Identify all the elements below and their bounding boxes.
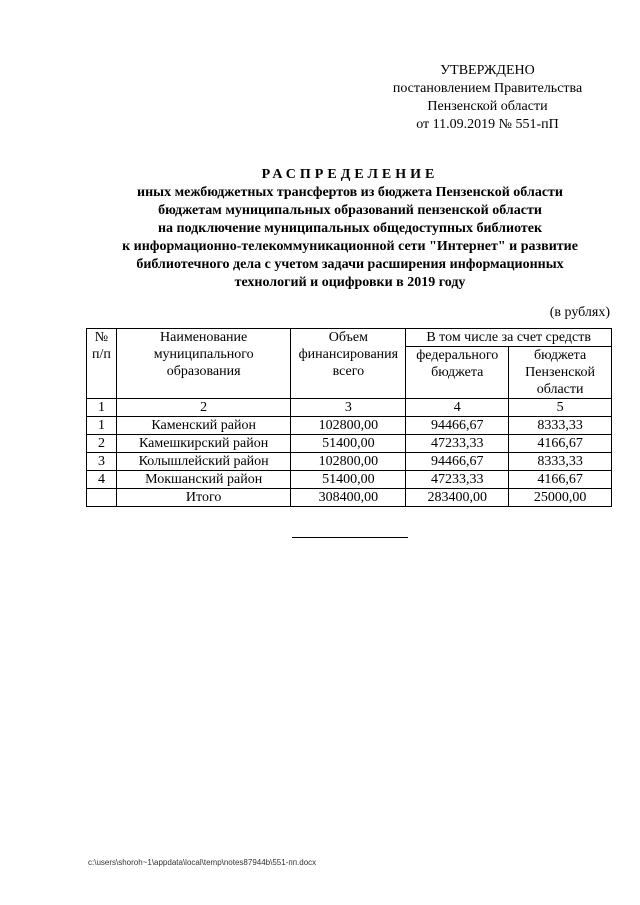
separator-line [292,537,408,538]
heading-line: бюджетам муниципальных образований пензенской области [158,203,542,218]
column-number: 4 [406,399,509,417]
header-name: Наименование муниципального образования [116,329,290,399]
heading-line: библиотечного дела с учетом задачи расширения информационных [136,257,564,272]
row-name: Каменский район [116,417,290,435]
document-title: РАСПРЕДЕЛЕНИЕ [261,167,439,182]
heading-line: к информационно-телекоммуникационной сети "Интернет" и развитие [122,239,578,254]
table-row [87,453,612,471]
row-name: Колышлейский район [116,453,290,471]
file-path-footer: c:\users\shoroh~1\appdata\local\temp\notes87944b\551-пп.docx [88,858,317,867]
header-federal: федерального бюджета [406,347,509,399]
distribution-table [86,328,612,507]
row-num: 2 [87,435,117,453]
table-row [87,417,612,435]
approval-line: Пензенской области [427,99,548,114]
row-regional: 4166,67 [509,435,612,453]
header-total: Объем финансирования всего [291,329,406,399]
row-num: 4 [87,471,117,489]
header-num: № п/п [87,329,117,399]
approval-line: постановлением Правительства [392,81,583,96]
row-num: 3 [87,453,117,471]
row-total: 51400,00 [291,435,406,453]
total-num [87,489,117,507]
units-note: (в рублях) [549,305,610,320]
approval-date: от 11.09.2019 № 551-пП [416,117,559,132]
total-federal: 283400,00 [406,489,509,507]
row-federal: 94466,67 [406,453,509,471]
row-num: 1 [87,417,117,435]
row-regional: 4166,67 [509,471,612,489]
total-sum: 308400,00 [291,489,406,507]
heading-line: технологий и оцифровки в 2019 году [234,275,466,290]
row-name: Камешкирский район [116,435,290,453]
column-number: 5 [509,399,612,417]
row-federal: 47233,33 [406,435,509,453]
document-heading [80,166,620,292]
table-header-row [87,329,612,347]
column-number: 1 [87,399,117,417]
row-total: 51400,00 [291,471,406,489]
column-number: 2 [116,399,290,417]
row-name: Мокшанский район [116,471,290,489]
table-row [87,471,612,489]
heading-line: иных межбюджетных трансфертов из бюджета Пензенской области [137,185,563,200]
row-total: 102800,00 [291,417,406,435]
header-including: В том числе за счет средств [406,329,612,347]
total-row [87,489,612,507]
column-number: 3 [291,399,406,417]
row-federal: 94466,67 [406,417,509,435]
row-regional: 8333,33 [509,453,612,471]
header-regional: бюджета Пензенской области [509,347,612,399]
heading-line: на подключение муниципальных общедоступных библиотек [157,221,543,236]
row-regional: 8333,33 [509,417,612,435]
column-number-row [87,399,612,417]
approval-block [365,62,610,134]
row-federal: 47233,33 [406,471,509,489]
total-regional: 25000,00 [509,489,612,507]
total-label: Итого [116,489,290,507]
table-row [87,435,612,453]
row-total: 102800,00 [291,453,406,471]
approval-title: УТВЕРЖДЕНО [440,63,535,78]
